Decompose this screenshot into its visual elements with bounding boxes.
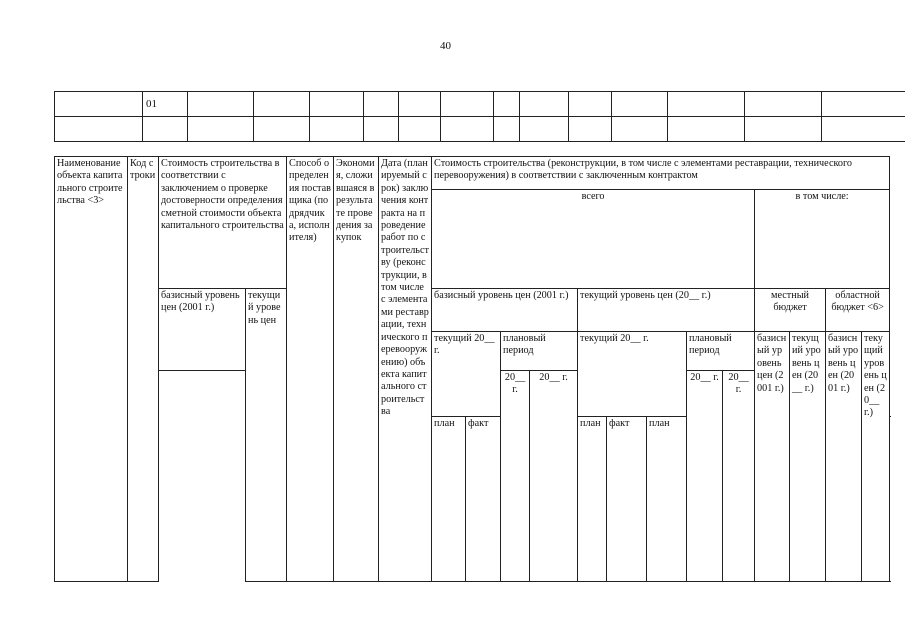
main-header-table xyxy=(54,156,890,582)
header-year-20a: 20__ г. xyxy=(501,371,530,582)
header-contract-date: Дата (планируемый срок) заключения контракта на проведение работ по строительству (реконструкции, в том числе с элементами реставрации, технического перевооружению) объекта капитального строительства xyxy=(379,157,432,582)
header-row-code: Код строки xyxy=(128,157,159,582)
header-plan-c: план xyxy=(647,417,687,582)
header-regional-current-price: текущий уровень цен (20__ г.) xyxy=(862,332,890,582)
header-planned-period-b: плановый период xyxy=(687,332,755,371)
header-plan-b: план xyxy=(578,417,607,582)
top-table-row xyxy=(55,117,905,142)
header-savings: Экономия, сложившаяся в результате проведения закупок xyxy=(334,157,379,582)
header-regional-budget: областной бюджет <6> xyxy=(826,289,890,332)
header-local-base-price: базисный уровень цен (2001 г.) xyxy=(755,332,790,582)
header-regional-base-price: базисный уровень цен (2001 г.) xyxy=(826,332,862,582)
header-current-price: текущий уровень цен xyxy=(246,289,287,582)
header-fact-a: факт xyxy=(466,417,501,582)
header-year-20b: 20__ г. xyxy=(530,371,578,582)
header-including: в том числе: xyxy=(755,190,890,289)
header-contract-current-price: текущий уровень цен (20__ г.) xyxy=(578,289,755,332)
header-local-current-price: текущий уровень цен (20__ г.) xyxy=(790,332,826,582)
header-plan-a: план xyxy=(432,417,466,582)
header-contract-cost: Стоимость строительства (реконструкции, в том числе с элементами реставрации, технического перевооружения) в соответствии с заключенным контрактом xyxy=(432,157,890,190)
header-current-year-b: текущий 20__ г. xyxy=(578,332,687,417)
header-total: всего xyxy=(432,190,755,289)
header-current-year-a: текущий 20__ г. xyxy=(432,332,501,417)
top-table-row xyxy=(55,92,905,117)
row-code-cell: 01 xyxy=(143,92,188,117)
header-planned-period-a: плановый период xyxy=(501,332,578,371)
top-table xyxy=(54,91,905,142)
header-base-price-2001: базисный уровень цен (2001 г.) xyxy=(159,289,246,371)
header-local-budget: местный бюджет xyxy=(755,289,826,332)
header-fact-b: факт xyxy=(607,417,647,582)
header-supplier-method: Способ определения поставщика (подрядчика, исполнителя) xyxy=(287,157,334,582)
page-number: 40 xyxy=(440,40,451,52)
header-year-20c: 20__ г. xyxy=(687,371,723,582)
header-contract-base-price: базисный уровень цен (2001 г.) xyxy=(432,289,578,332)
header-object-name: Наименование объекта капитального строительства <3> xyxy=(55,157,128,582)
header-cost-opinion: Стоимость строительства в соответствии с заключением о проверке достоверности определения сметной стоимости объекта капитального строительства xyxy=(159,157,287,289)
header-year-20d: 20__ г. xyxy=(723,371,755,582)
